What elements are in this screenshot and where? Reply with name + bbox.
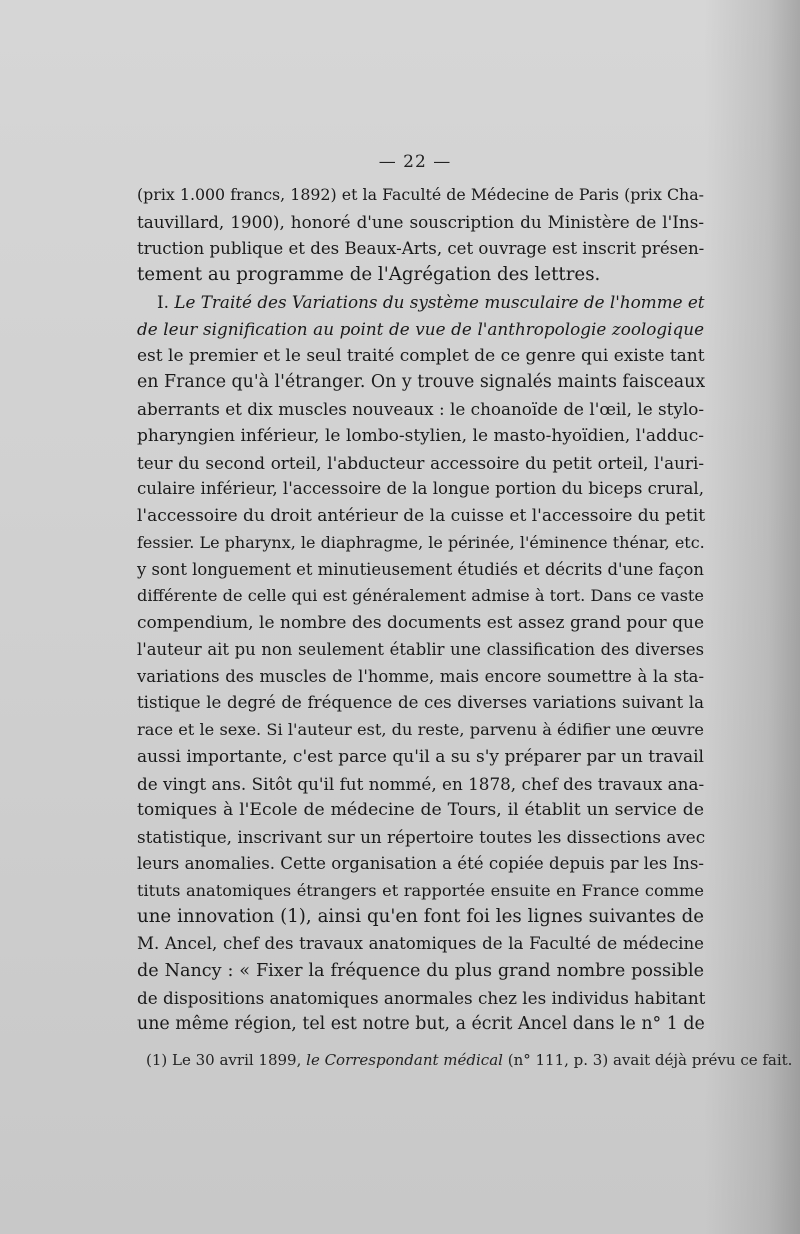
page-number: — 22 — (378, 152, 452, 172)
text-line: tement au programme de l'Agrégation des lettres. (137, 264, 601, 286)
text-line: de dispositions anatomiques anormales chez les individus habitant (137, 987, 706, 1008)
text-line: différente de celle qui est généralement admise à tort. Dans ce vaste (137, 586, 704, 606)
text-line: une même région, tel est notre but, a écrit Ancel dans le n° 1 de (137, 1014, 705, 1035)
text-line: en France qu'à l'étranger. On y trouve signalés maints faisceaux (137, 372, 706, 393)
text-line: pharyngien inférieur, le lombo-stylien, le masto-hyoïdien, l'adduc- (137, 425, 704, 446)
text-line: de Nancy : « Fixer la fréquence du plus grand nombre possible (137, 960, 704, 981)
footnote-journal-title: le Correspondant médical (306, 1051, 503, 1069)
book-title-part-1: Le Traité des Variations du système musculaire de l'homme et (174, 292, 705, 312)
text-line: fessier. Le pharynx, le diaphragme, le périnée, l'éminence thénar, etc. (137, 532, 705, 552)
text-line: tistique le degré de fréquence de ces diverses variations suivant la (137, 693, 704, 713)
section-title-line (137, 289, 704, 316)
text-line: culaire inférieur, l'accessoire de la longue portion du biceps crural, (137, 479, 704, 499)
text-line: l'auteur ait pu non seulement établir une classification des diverses (137, 639, 704, 659)
footnote (146, 1049, 793, 1071)
text-line: leurs anomalies. Cette organisation a été copiée depuis par les Ins- (137, 853, 704, 873)
text-line: tituts anatomiques étrangers et rapportée ensuite en France comme (137, 880, 704, 900)
text-line: aberrants et dix muscles nouveaux : le choanoïde de l'œil, le stylo- (137, 399, 704, 419)
text-line: M. Ancel, chef des travaux anatomiques de la Faculté de médecine (137, 934, 704, 953)
text-line: teur du second orteil, l'abducteur accessoire du petit orteil, l'auri- (137, 452, 704, 473)
text-line: est le premier et le seul traité complet de ce genre qui existe tant (137, 345, 705, 366)
body-text (137, 182, 704, 1038)
text-line: race et le sexe. Si l'auteur est, du reste, parvenu à édifier une œuvre (137, 720, 704, 739)
text-line: aussi importante, c'est parce qu'il a su s'y préparer par un travail (137, 746, 704, 767)
text-line: (prix 1.000 francs, 1892) et la Faculté de Médecine de Paris (prix Cha- (137, 185, 704, 204)
text-line: une innovation (1), ainsi qu'en font foi les lignes suivantes de (137, 906, 704, 928)
footnote-text-before: (1) Le 30 avril 1899, (146, 1051, 307, 1069)
book-title-part-2: de leur signification au point de vue de l'anthropologie zoologique (137, 318, 704, 339)
text-line: compendium, le nombre des documents est assez grand pour que (137, 613, 704, 633)
text-line: tauvillard, 1900), honoré d'une souscription du Ministère de l'Ins- (137, 211, 704, 232)
footnote-text-after: (n° 111, p. 3) avait déjà prévu ce fait. (502, 1051, 793, 1069)
text-line: l'accessoire du droit antérieur de la cuisse et l'accessoire du petit (137, 506, 706, 526)
text-line: tomiques à l'Ecole de médecine de Tours, il établit un service de (137, 800, 704, 821)
section-numeral: I. (157, 292, 169, 312)
text-line: variations des muscles de l'homme, mais encore soumettre à la sta- (137, 666, 704, 686)
text-line: truction publique et des Beaux-Arts, cet ouvrage est inscrit présen- (137, 238, 705, 258)
text-line: y sont longuement et minutieusement étudiés et décrits d'une façon (137, 559, 704, 579)
text-line: de vingt ans. Sitôt qu'il fut nommé, en 1878, chef des travaux ana- (137, 773, 705, 794)
text-line: statistique, inscrivant sur un répertoire toutes les dissections avec (137, 827, 706, 847)
